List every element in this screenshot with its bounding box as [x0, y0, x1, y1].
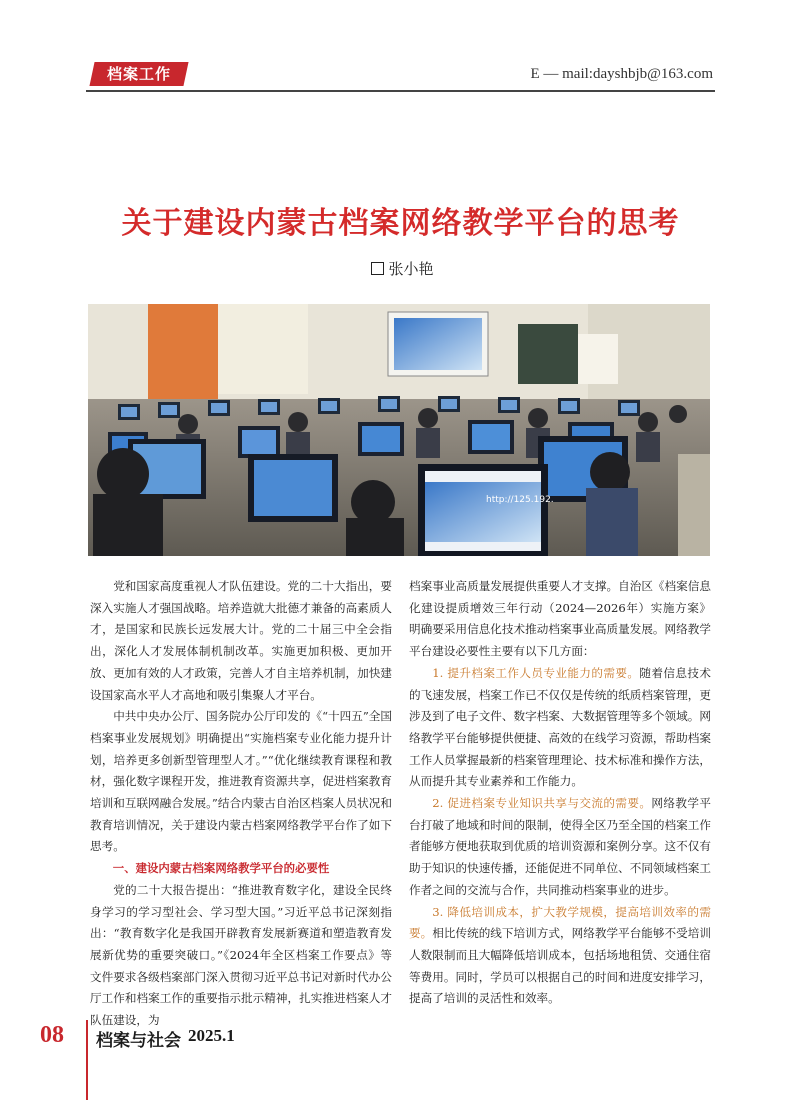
right-paragraph-2 — [409, 663, 711, 793]
author-name: 张小艳 — [388, 260, 434, 278]
journal-name: 档案与社会 — [96, 1031, 181, 1051]
classroom-photo — [88, 304, 710, 556]
issue-number: 2025.1 — [188, 1026, 235, 1045]
header-divider — [86, 90, 715, 92]
left-paragraph-1: 党和国家高度重视人才队伍建设。党的二十大指出，要深入实施人才强国战略。培养造就大批德才兼备的高素质人才，是国家和民族长远发展大计。党的二十届三中全会指出，深化人才发展体制机制改革。实施更加积极、更加开放、更加有效的人才政策，完善人才自主培养机制，加快建设国家高水平人才高地和吸引集聚人才平台。 — [90, 579, 392, 702]
curtain — [148, 304, 218, 399]
right-paragraph-4 — [409, 902, 711, 1011]
right-paragraph-1: 档案事业高质量发展提供重要人才支撑。自治区《档案信息化建设提质增效三年行动（2024—2026年）实施方案》明确要采用信息化技术推动档案事业高质量发展。网络教学平台建设必要性主要有以下几方面： — [409, 579, 711, 659]
author-box-icon — [371, 262, 384, 275]
section-tag — [89, 62, 188, 86]
left-paragraph-2: 中共中央办公厅、国务院办公厅印发的《“十四五”全国档案事业发展规划》明确提出“实施档案专业化能力提升计划，培养更多创新型管理型人才。”“优化继续教育课程和教材，强化数字课程开发，推进教育资源共享，促进档案教育培训和互联网融合发展。”结合内蒙古自治区档案人员状况和教育培训情况，关于建设内蒙古档案网络教学平台作了如下思考。 — [90, 709, 392, 854]
point-heading-3: 3. 降低培训成本，扩大教学规模，提高培训效率的需要。 — [409, 904, 711, 941]
left-column — [90, 576, 392, 1032]
email-address: E — mail:dayshbjb@163.com — [530, 66, 713, 82]
point-heading-1: 1. 提升档案工作人员专业能力的需要。 — [432, 665, 640, 680]
right-column — [409, 576, 711, 1010]
author-line — [0, 258, 805, 279]
section-heading-1: 一、建设内蒙古档案网络教学平台的必要性 — [112, 861, 330, 876]
point-text-1: 随着信息技术的飞速发展，档案工作已不仅仅是传统的纸质档案管理，更涉及到了电子文件、数字档案、大数据管理等多个领域。网络教学平台能够提供便捷、高效的在线学习资源，帮助档案工作人员掌握最新的档案管理理论、技术标准和操作方法，从而提升其专业素养和工作能力。 — [409, 665, 711, 789]
point-text-3: 相比传统的线下培训方式，网络教学平台能够不受培训人数限制而且大幅降低培训成本，包括场地租赁、交通住宿等费用。同时，学员可以根据自己的时间和进度安排学习，提高了培训的灵活性和效率。 — [409, 926, 711, 1006]
right-paragraph-3 — [409, 793, 711, 902]
classroom-illustration — [88, 304, 710, 556]
point-heading-2: 2. 促进档案专业知识共享与交流的需要。 — [432, 796, 652, 811]
left-paragraph-3: 党的二十大报告提出：“推进教育数字化，建设全民终身学习的学习型社会、学习型大国。”习近平总书记深刻指出：“教育数字化是我国开辟教育发展新赛道和塑造教育发展新优势的重要突破口。”《2024年全区档案工作要点》等文件要求各级档案部门深入贯彻习近平总书记对新时代办公厅工作和档案工作的重要指示批示精神，扎实推进档案人才队伍建设，为 — [90, 882, 392, 1028]
article-title: 关于建设内蒙古档案网络教学平台的思考 — [121, 206, 680, 241]
page-number: 08 — [40, 1022, 64, 1048]
footer-divider — [86, 1020, 88, 1100]
screen-url: http://125.192. — [486, 495, 554, 505]
section-tag-label: 档案工作 — [106, 65, 171, 83]
point-text-2: 网络教学平台打破了地域和时间的限制，使得全区乃至全国的档案工作者能够方便地获取到优质的培训资源和案例分享。这不仅有助于知识的快速传播，还能促进不同单位、不同领域档案工作者之间的交流与合作，共同推动档案事业的进步。 — [409, 796, 711, 897]
